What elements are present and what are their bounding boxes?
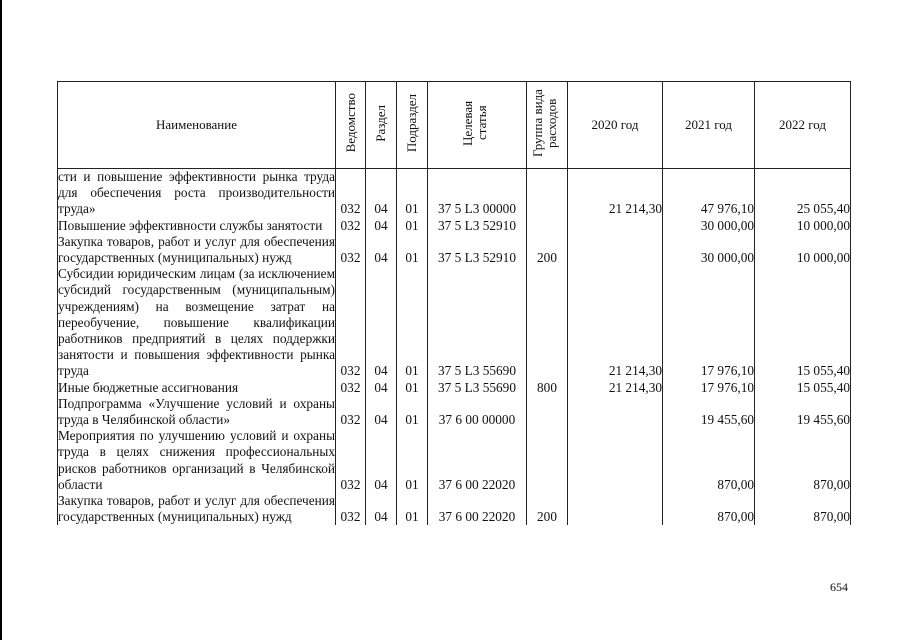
cell-2020 xyxy=(568,396,663,428)
cell-expense-group: 800 xyxy=(527,380,568,396)
cell-2020 xyxy=(568,234,663,266)
cell-dept: 032 xyxy=(336,396,366,428)
header-name: Наименование xyxy=(58,82,336,169)
cell-section: 04 xyxy=(366,493,397,525)
cell-subsection: 01 xyxy=(397,493,428,525)
table-row xyxy=(58,396,851,428)
table-body xyxy=(58,169,851,526)
cell-2022: 870,00 xyxy=(755,428,851,493)
cell-name: Иные бюджетные ассигнования xyxy=(58,380,336,396)
cell-2022: 870,00 xyxy=(755,493,851,525)
cell-subsection: 01 xyxy=(397,169,428,218)
cell-expense-group xyxy=(527,218,568,234)
cell-name: Закупка товаров, работ и услуг для обеспечения государственных (муниципальных) нужд xyxy=(58,493,335,525)
cell-target: 37 5 L3 55690 xyxy=(428,380,527,396)
cell-2021: 47 976,10 xyxy=(663,169,755,218)
header-subsection: Подраздел xyxy=(397,82,428,169)
cell-subsection: 01 xyxy=(397,380,428,396)
cell-section: 04 xyxy=(366,218,397,234)
header-row xyxy=(58,82,851,169)
cell-expense-group xyxy=(527,396,568,428)
cell-expense-group: 200 xyxy=(527,493,568,525)
header-dept: Ведомство xyxy=(336,82,366,169)
cell-2020 xyxy=(568,493,663,525)
cell-subsection: 01 xyxy=(397,234,428,266)
cell-name: сти и повышение эффективности рынка труда для обеспечения роста производительности труда» xyxy=(58,169,335,217)
cell-dept: 032 xyxy=(336,234,366,266)
cell-2020: 21 214,30 xyxy=(568,266,663,379)
cell-name: Субсидии юридическим лицам (за исключением субсидий государственным (муниципальным) учреждениям) на возмещение затрат на переобучение, повышение квалификации работников предприятий в целях поддержки занятости и повышения эффективности рынка труда xyxy=(58,266,335,379)
cell-2020: 21 214,30 xyxy=(568,380,663,396)
cell-dept: 032 xyxy=(336,169,366,218)
cell-2022: 19 455,60 xyxy=(755,396,851,428)
cell-target: 37 5 L3 55690 xyxy=(428,266,527,379)
table-row xyxy=(58,266,851,379)
header-expense-group: Группа вида расходов xyxy=(527,82,568,169)
cell-section: 04 xyxy=(366,169,397,218)
cell-section: 04 xyxy=(366,380,397,396)
cell-2021: 870,00 xyxy=(663,428,755,493)
cell-2022: 25 055,40 xyxy=(755,169,851,218)
cell-dept: 032 xyxy=(336,266,366,379)
cell-2022: 15 055,40 xyxy=(755,380,851,396)
table-row xyxy=(58,218,851,234)
cell-name: Повышение эффективности службы занятости xyxy=(58,218,336,234)
cell-section: 04 xyxy=(366,428,397,493)
cell-2021: 30 000,00 xyxy=(663,234,755,266)
table-row xyxy=(58,234,851,266)
cell-expense-group xyxy=(527,266,568,379)
header-2021: 2021 год xyxy=(663,82,755,169)
cell-target: 37 6 00 22020 xyxy=(428,428,527,493)
header-2022: 2022 год xyxy=(755,82,851,169)
cell-target: 37 5 L3 52910 xyxy=(428,218,527,234)
cell-2021: 17 976,10 xyxy=(663,266,755,379)
cell-subsection: 01 xyxy=(397,266,428,379)
header-section: Раздел xyxy=(366,82,397,169)
page-number: 654 xyxy=(830,580,848,594)
cell-2022: 10 000,00 xyxy=(755,218,851,234)
header-target: Целевая статья xyxy=(428,82,527,169)
cell-subsection: 01 xyxy=(397,428,428,493)
cell-2021: 17 976,10 xyxy=(663,380,755,396)
table-row xyxy=(58,169,851,218)
cell-name: Подпрограмма «Улучшение условий и охраны труда в Челябинской области» xyxy=(58,395,335,428)
cell-subsection: 01 xyxy=(397,218,428,234)
cell-target: 37 5 L3 00000 xyxy=(428,169,527,218)
cell-2020: 21 214,30 xyxy=(568,169,663,218)
cell-2020 xyxy=(568,428,663,493)
cell-dept: 032 xyxy=(336,218,366,234)
cell-2021: 19 455,60 xyxy=(663,396,755,428)
cell-2022: 15 055,40 xyxy=(755,266,851,379)
cell-2021: 870,00 xyxy=(663,493,755,525)
cell-target: 37 6 00 22020 xyxy=(428,493,527,525)
cell-dept: 032 xyxy=(336,428,366,493)
table-row xyxy=(58,428,851,493)
cell-subsection: 01 xyxy=(397,396,428,428)
table-row xyxy=(58,380,851,396)
cell-name: Мероприятия по улучшению условий и охраны труда в целях снижения профессиональных рисков работников организаций в Челябинской области xyxy=(58,428,335,492)
cell-section: 04 xyxy=(366,396,397,428)
cell-2022: 10 000,00 xyxy=(755,234,851,266)
cell-expense-group: 200 xyxy=(527,234,568,266)
cell-expense-group xyxy=(527,169,568,218)
cell-expense-group xyxy=(527,428,568,493)
table-row xyxy=(58,493,851,525)
cell-section: 04 xyxy=(366,266,397,379)
cell-dept: 032 xyxy=(336,493,366,525)
cell-name: Закупка товаров, работ и услуг для обеспечения государственных (муниципальных) нужд xyxy=(58,233,335,266)
cell-dept: 032 xyxy=(336,380,366,396)
cell-target: 37 5 L3 52910 xyxy=(428,234,527,266)
cell-2020 xyxy=(568,218,663,234)
scan-edge xyxy=(0,0,2,640)
cell-target: 37 6 00 00000 xyxy=(428,396,527,428)
cell-section: 04 xyxy=(366,234,397,266)
header-2020: 2020 год xyxy=(568,82,663,169)
cell-2021: 30 000,00 xyxy=(663,218,755,234)
budget-table xyxy=(57,81,851,525)
